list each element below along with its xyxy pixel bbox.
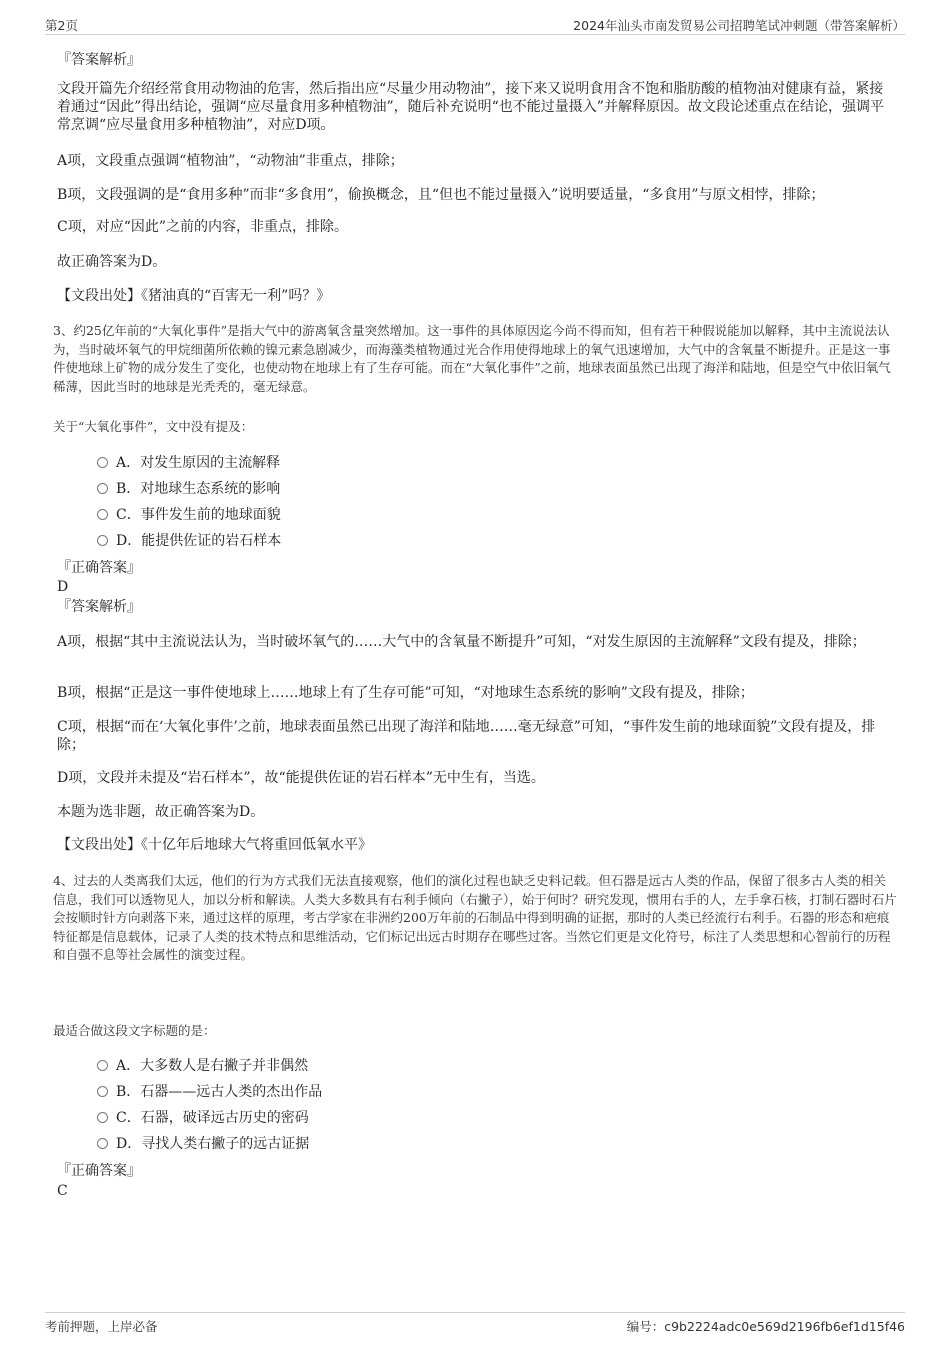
- q4-answer: C: [57, 1183, 68, 1199]
- q3-conclusion: 本题为选非题，故正确答案为D。: [57, 804, 265, 820]
- radio-icon[interactable]: [97, 1086, 108, 1097]
- radio-icon[interactable]: [97, 483, 108, 494]
- option-text: 大多数人是右撇子并非偶然: [140, 1058, 309, 1074]
- option-label: B．: [116, 481, 141, 497]
- q3-answer-label: 『正确答案』: [57, 560, 141, 576]
- q3-option-c[interactable]: [97, 506, 281, 524]
- footer-slogan: 考前押题，上岸必备: [45, 1319, 158, 1334]
- option-text: 事件发生前的地球面貌: [140, 507, 281, 523]
- q3-option-c-analysis: C项，根据“而在‘大氧化事件’之前，地球表面虽然已出现了海洋和陆地……毫无绿意”可知，“事件发生前的地球面貌”文段有提及，排除；: [57, 719, 876, 753]
- q3-prompt: 关于“大氧化事件”，文中没有提及：: [53, 419, 254, 434]
- q4-prompt: 最适合做这段文字标题的是：: [53, 1023, 216, 1038]
- q4-answer-label: 『正确答案』: [57, 1163, 141, 1179]
- option-text: 能提供佐证的岩石样本: [141, 533, 282, 549]
- q2-option-c-analysis: C项，对应“因此”之前的内容，非重点，排除。: [57, 219, 349, 235]
- radio-icon[interactable]: [97, 457, 108, 468]
- radio-icon[interactable]: [97, 1060, 108, 1071]
- radio-icon[interactable]: [97, 509, 108, 520]
- q4-stem: 4、过去的人类离我们太远，他们的行为方式我们无法直接观察，他们的演化过程也缺乏史料记载。但石器是远古人类的作品，保留了很多古人类的相关信息，我们可以透物见人，加以分析和解读。人类大多数具有右利手倾向（右撇子），始于何时？研究发现，惯用右手的人，左手拿石核，打制石器时石片会按顺时针方向剥落下来，通过这样的原理，考古学家在非洲约200万年前的石制品中得到明确的证据，那时的人类已经流行右利手。石器的形态和疤痕特征都是信息载体，记录了人类的技术特点和思维活动，它们标记出远古时期存在哪些过客。当然它们更是文化符号，标注了人类思想和心智前行的历程和自强不息等社会属性的演变过程。: [53, 873, 897, 962]
- q3-answer: D: [57, 579, 69, 595]
- q3-source: 【文段出处】《十亿年后地球大气将重回低氧水平》: [57, 837, 372, 853]
- q4-option-d[interactable]: [97, 1135, 309, 1153]
- q3-option-a[interactable]: [97, 454, 280, 472]
- option-label: C．: [116, 1110, 141, 1126]
- option-text: 寻找人类右撇子的远古证据: [141, 1136, 310, 1152]
- q3-stem: 3、约25亿年前的“大氧化事件”是指大气中的游离氧含量突然增加。这一事件的具体原因迄今尚不得而知，但有若干种假说能加以解释，其中主流说法认为，当时破坏氧气的甲烷细菌所依赖的镍元素急剧减少，而海藻类植物通过光合作用使得地球上的氧气迅速增加，大气中的含氧量不断提升。正是这一事件使地球上矿物的成分发生了变化，也使动物在地球上有了生存可能。而在“大氧化事件”之前，地球表面虽然已出现了海洋和陆地，但是空气中依旧氧气稀薄，因此当时的地球是光秃秃的，毫无绿意。: [53, 323, 891, 394]
- option-text: 石器——远古人类的杰出作品: [140, 1084, 323, 1100]
- q2-analysis-text: 文段开篇先介绍经常食用动物油的危害，然后指出应“尽量少用动物油”，接下来又说明食用含不饱和脂肪酸的植物油对健康有益，紧接着通过“因此”得出结论，强调“应尽量食用多种植物油”，随后补充说明“也不能过量摄入”并解释原因。故文段论述重点在结论，强调平常烹调“应尽量食用多种植物油”，对应D项。: [57, 81, 884, 133]
- option-label: A．: [116, 1058, 141, 1074]
- q4-option-b[interactable]: [97, 1083, 322, 1101]
- q3-option-b-analysis: B项，根据“正是这一事件使地球上……地球上有了生存可能”可知，“对地球生态系统的影响”文段有提及，排除；: [57, 685, 754, 701]
- option-label: C．: [116, 507, 141, 523]
- radio-icon[interactable]: [97, 1112, 108, 1123]
- page-footer: [45, 1312, 905, 1335]
- q2-option-a-analysis: A项，文段重点强调“植物油”，“动物油”非重点，排除；: [57, 153, 404, 169]
- page-number: 第2页: [45, 18, 78, 33]
- option-text: 对地球生态系统的影响: [140, 481, 281, 497]
- q3-option-b[interactable]: [97, 480, 280, 498]
- q2-source: 【文段出处】《猪油真的“百害无一利”吗？》: [57, 288, 331, 304]
- document-title: 2024年汕头市南发贸易公司招聘笔试冲刺题（带答案解析）: [573, 18, 905, 33]
- option-label: D．: [116, 533, 142, 549]
- q4-option-c[interactable]: [97, 1109, 309, 1127]
- option-text: 对发生原因的主流解释: [140, 455, 281, 471]
- option-label: A．: [116, 455, 141, 471]
- q3-analysis-label: 『答案解析』: [57, 599, 141, 615]
- q3-option-d-analysis: D项，文段并未提及“岩石样本”，故“能提供佐证的岩石样本”无中生有，当选。: [57, 770, 545, 786]
- q2-option-b-analysis: B项，文段强调的是“食用多种”而非“多食用”，偷换概念，且“但也不能过量摄入”说明要适量，“多食用”与原文相悖，排除；: [57, 187, 825, 203]
- q2-conclusion: 故正确答案为D。: [57, 254, 167, 270]
- radio-icon[interactable]: [97, 535, 108, 546]
- option-text: 石器，破译远古历史的密码: [140, 1110, 309, 1126]
- document-code: 编号：c9b2224adc0e569d2196fb6ef1d15f46: [626, 1319, 905, 1334]
- q3-option-a-analysis: A项，根据“其中主流说法认为，当时破坏氧气的……大气中的含氧量不断提升”可知，“对发生原因的主流解释”文段有提及，排除；: [57, 634, 866, 650]
- option-label: B．: [116, 1084, 141, 1100]
- radio-icon[interactable]: [97, 1138, 108, 1149]
- q2-analysis-label: 『答案解析』: [57, 52, 141, 68]
- q3-option-d[interactable]: [97, 532, 281, 550]
- q4-option-a[interactable]: [97, 1057, 308, 1075]
- option-label: D．: [116, 1136, 142, 1152]
- page-header: [45, 14, 905, 35]
